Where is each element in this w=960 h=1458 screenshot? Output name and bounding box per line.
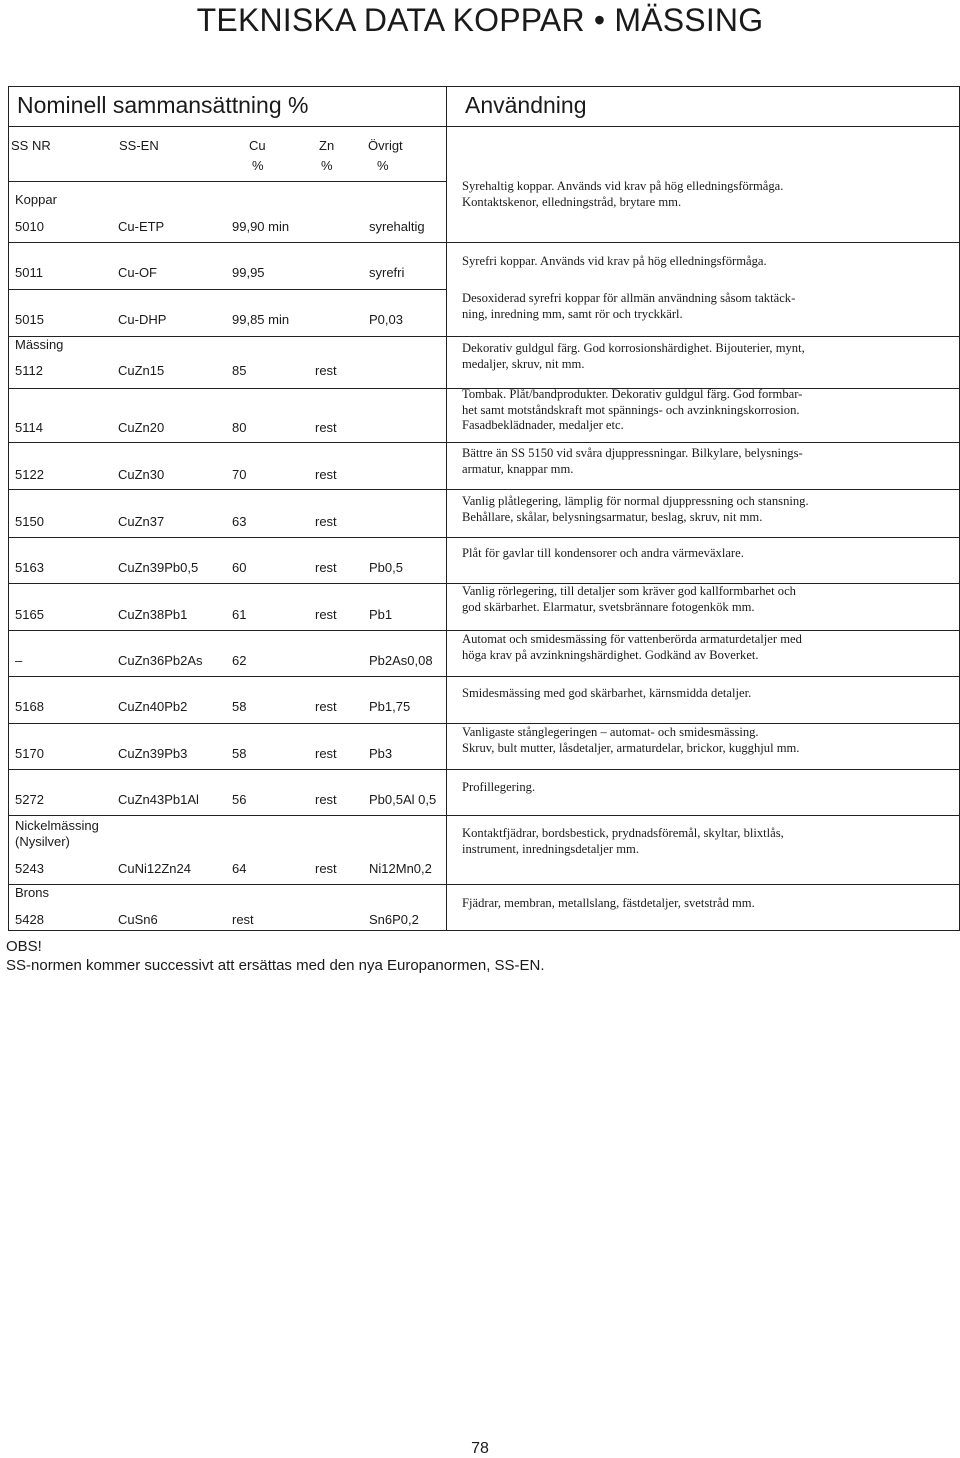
cell-zn: rest [315,363,337,378]
cell-zn: rest [315,792,337,807]
cell-zn: rest [315,746,337,761]
cell-ssen: CuZn20 [118,420,165,435]
cell-zn: rest [315,420,337,435]
usage-entry [462,179,882,210]
usage-entry [462,632,882,663]
cell-ssen: CuZn36Pb2As [118,653,203,668]
cell-cu: 80 [232,420,247,435]
cell-other: syrehaltig [369,219,425,234]
usage-line: armatur, knappar mm. [462,461,574,476]
cell-cu: 99,85 min [232,312,290,327]
cell-ssen: CuZn37 [118,514,165,529]
group-label-massing: Mässing [15,337,64,352]
cell-ssen: CuZn38Pb1 [118,607,188,622]
page-title: TEKNISKA DATA KOPPAR • MÄSSING [196,2,764,38]
usage-entry [462,686,882,702]
colhead-zn-unit: % [321,158,333,173]
row-divider [8,723,959,724]
cell-ssen: CuZn39Pb3 [118,746,188,761]
usage-entry [462,546,882,562]
cell-other: Pb1 [369,607,393,622]
header-divider [9,126,959,127]
usage-entry [462,725,882,756]
cell-ssnr: 5165 [15,607,44,622]
usage-entry [462,446,882,477]
usage-line: Fjädrar, membran, metallslang, fästdetaljer, svetstråd mm. [462,896,755,910]
usage-entry [462,291,882,322]
usage-line: Smidesmässing med god skärbarhet, kärnsmidda detaljer. [462,686,752,700]
usage-line: Vanligaste stånglegeringen – automat- och smidesmässing. [462,725,759,739]
colhead-other-unit: % [377,158,389,173]
composition-heading: Nominell sammansättning % [17,92,309,118]
colhead-cu: Cu [249,138,266,153]
usage-entry [462,584,882,615]
usage-line: Kontaktfjädrar, bordsbestick, prydnadsföremål, skyltar, blixtlås, [462,826,784,840]
usage-line: Vanlig plåtlegering, lämplig för normal djuppressning och stansning. [462,494,809,508]
cell-ssnr: 5428 [15,912,44,927]
cell-other: Pb1,75 [369,699,411,714]
row-divider [8,630,959,631]
colhead-ssnr: SS NR [11,138,51,153]
cell-zn: rest [315,861,337,876]
usage-line: Syrefri koppar. Används vid krav på hög elledningsförmåga. [462,254,767,268]
usage-line: Desoxiderad syrefri koppar för allmän användning såsom taktäck- [462,291,796,305]
row-divider [8,537,959,538]
cell-other: P0,03 [369,312,403,327]
usage-line: Behållare, skålar, belysningsarmatur, beslag, skruv, nit mm. [462,509,763,524]
cell-ssnr: 5243 [15,861,44,876]
usage-entry [462,896,882,912]
obs-label: OBS! [6,938,42,955]
row-divider [8,930,959,931]
cell-zn: rest [315,467,337,482]
cell-cu: 58 [232,746,247,761]
usage-entry [462,826,882,857]
obs-text: SS-normen kommer successivt att ersättas med den nya Europanormen, SS-EN. [6,957,545,974]
cell-cu: 62 [232,653,247,668]
cell-ssen: Cu-OF [118,265,157,280]
group-label-nickel: Nickelmässing [15,818,99,833]
cell-cu: 58 [232,699,247,714]
cell-cu: 60 [232,560,247,575]
cell-ssnr: 5015 [15,312,44,327]
cell-other: Pb3 [369,746,393,761]
cell-cu: rest [232,912,254,927]
cell-cu: 99,95 [232,265,265,280]
row-divider [8,442,959,443]
cell-ssnr: 5163 [15,560,44,575]
usage-line: god skärbarhet. Elarmatur, svetsbrännare fotogenkök mm. [462,599,755,614]
colhead-other: Övrigt [368,138,403,153]
row-divider [8,242,959,243]
row-divider [8,769,959,770]
cell-ssnr: – [15,653,23,668]
usage-entry [462,780,882,796]
usage-line: Dekorativ guldgul färg. God korrosionshärdighet. Bijouterier, mynt, [462,341,805,355]
usage-line: Bättre än SS 5150 vid svåra djuppressningar. Bilkylare, belysnings- [462,446,803,460]
colhead-zn: Zn [319,138,335,153]
row-divider [8,884,959,885]
cell-cu: 64 [232,861,247,876]
cell-cu: 63 [232,514,247,529]
group-label-brons: Brons [15,885,49,900]
usage-line: Plåt för gavlar till kondensorer och andra värmeväxlare. [462,546,744,560]
cell-ssnr: 5114 [15,420,43,435]
cell-ssen: CuZn39Pb0,5 [118,560,199,575]
cell-other: syrefri [369,265,405,280]
cell-cu: 99,90 min [232,219,290,234]
cell-zn: rest [315,514,337,529]
usage-entry [462,341,882,372]
cell-ssnr: 5011 [15,265,43,280]
group-label-koppar: Koppar [15,192,57,207]
usage-entry [462,254,882,270]
row-divider [8,336,959,337]
cell-cu: 56 [232,792,247,807]
usage-line: Automat och smidesmässing för vattenberörda armaturdetaljer med [462,632,802,646]
colhead-ssen: SS-EN [119,138,159,153]
cell-zn: rest [315,607,337,622]
group-label-nickel2: (Nysilver) [15,834,70,849]
usage-line: ning, inredning mm, samt rör och tryckkärl. [462,306,683,321]
usage-line: medaljer, skruv, nit mm. [462,356,585,371]
cell-ssen: Cu-DHP [118,312,167,327]
usage-entry [462,494,882,525]
cell-other: Pb0,5 [369,560,403,575]
cell-cu: 61 [232,607,247,622]
cell-ssen: CuZn30 [118,467,165,482]
cell-cu: 70 [232,467,247,482]
cell-other: Pb2As0,08 [369,653,433,668]
column-divider [446,87,447,930]
cell-cu: 85 [232,363,247,378]
cell-other: Pb0,5Al 0,5 [369,792,437,807]
colhead-cu-unit: % [252,158,264,173]
cell-ssnr: 5112 [15,363,43,378]
cell-zn: rest [315,560,337,575]
cell-ssen: CuNi12Zn24 [118,861,191,876]
row-divider [8,489,959,490]
usage-line: Profillegering. [462,780,536,794]
usage-line: Syrehaltig koppar. Används vid krav på hög elledningsförmåga. [462,179,784,193]
cell-ssen: CuSn6 [118,912,158,927]
cell-ssen: CuZn15 [118,363,165,378]
usage-line: Skruv, bult mutter, låsdetaljer, armaturdelar, brickor, kugghjul mm. [462,740,800,755]
cell-ssen: CuZn43Pb1Al [118,792,199,807]
cell-ssnr: 5122 [15,467,44,482]
usage-line: Fasadbeklädnader, medaljer etc. [462,418,624,432]
cell-ssnr: 5272 [15,792,44,807]
usage-line: Kontaktskenor, elledningstråd, brytare mm. [462,194,682,209]
cell-ssnr: 5150 [15,514,44,529]
cell-ssnr: 5170 [15,746,44,761]
row-divider [8,815,959,816]
usage-line: instrument, inredningsdetaljer mm. [462,841,639,856]
usage-line: het samt motståndskraft mot spännings- och avzinkningskorrosion. [462,402,800,417]
usage-line: Tombak. Plåt/bandprodukter. Dekorativ guldgul färg. God formbar- [462,387,803,401]
row-divider [8,676,959,677]
usage-line: höga krav på avzinkningshärdighet. Godkänd av Boverket. [462,647,759,662]
cell-ssnr: 5168 [15,699,44,714]
obs-note [6,937,545,975]
cell-ssnr: 5010 [15,219,44,234]
cell-other: Sn6P0,2 [369,912,419,927]
page-number: 78 [471,1440,489,1457]
usage-entry [462,387,882,434]
cell-ssen: CuZn40Pb2 [118,699,188,714]
usage-line: Vanlig rörlegering, till detaljer som kräver god kallformbarhet och [462,584,796,598]
colhead-divider [9,181,446,182]
cell-other: Ni12Mn0,2 [369,861,432,876]
row-divider [8,289,446,290]
usage-heading: Användning [465,92,587,118]
cell-ssen: Cu-ETP [118,219,165,234]
cell-zn: rest [315,699,337,714]
